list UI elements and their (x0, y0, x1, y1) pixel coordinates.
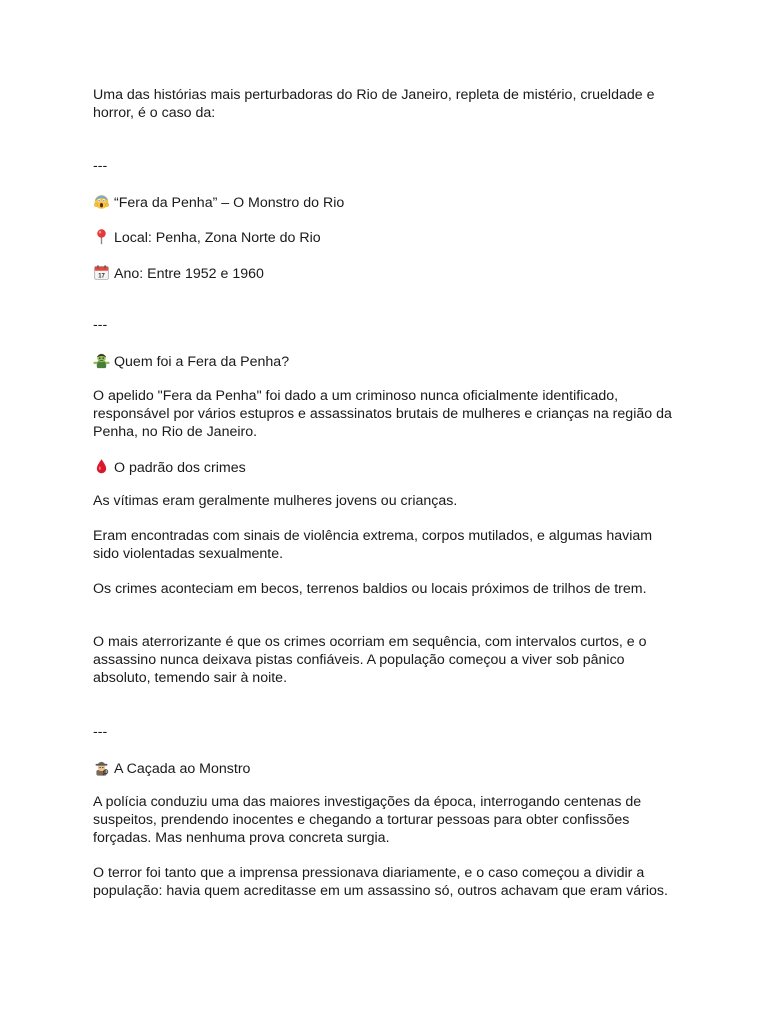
hunt-heading (93, 759, 678, 779)
separator: --- (93, 724, 108, 740)
pattern-paragraph-4: O mais aterrorizante é que os crimes ocorriam em sequência, com intervalos curtos, e o assassino nunca deixava pistas confiáveis. A população começou a viver sob pânico absoluto, temendo sair à noite. (93, 634, 647, 686)
separator: --- (93, 317, 108, 333)
case-title-text: “Fera da Penha” – O Monstro do Rio (114, 195, 345, 211)
svg-text:17: 17 (98, 273, 105, 280)
pattern-heading (93, 458, 678, 478)
drop-of-blood-icon (93, 458, 110, 475)
year-text: Ano: Entre 1952 e 1960 (114, 266, 264, 282)
intro-paragraph: Uma das histórias mais perturbadoras do Rio de Janeiro, repleta de mistério, crueldade e horror, é o caso da: (93, 87, 655, 121)
screaming-face-icon (93, 193, 110, 210)
calendar-icon (93, 264, 110, 281)
detective-icon (93, 759, 110, 776)
pattern-paragraph-3: Os crimes aconteciam em becos, terrenos baldios ou locais próximos de trilhos de trem. (93, 581, 647, 597)
location-text: Local: Penha, Zona Norte do Rio (114, 230, 321, 246)
who-paragraph: O apelido "Fera da Penha" foi dado a um criminoso nunca oficialmente identificado, responsável por vários estupros e assassinatos brutais de mulheres e crianças na região da Penha, no Rio de Janeiro. (93, 388, 672, 440)
hunt-paragraph-1: A polícia conduziu uma das maiores investigações da época, interrogando centenas de suspeitos, prendendo inocentes e chegando a torturar pessoas para obter confissões forçadas. Mas nenhuma prova concreta surgia. (93, 794, 642, 846)
zombie-icon (93, 352, 110, 369)
hunt-heading-text: A Caçada ao Monstro (114, 761, 251, 777)
round-pushpin-icon (93, 228, 110, 245)
pattern-paragraph-2: Eram encontradas com sinais de violência extrema, corpos mutilados, e algumas haviam sido violentadas sexualmente. (93, 528, 653, 562)
case-title (93, 193, 678, 213)
pattern-paragraph-1: As vítimas eram geralmente mulheres jovens ou crianças. (93, 493, 458, 509)
pattern-heading-text: O padrão dos crimes (114, 460, 246, 476)
who-heading (93, 352, 678, 372)
who-heading-text: Quem foi a Fera da Penha? (114, 354, 290, 370)
location-line (93, 228, 678, 248)
year-line (93, 264, 678, 284)
hunt-paragraph-2: O terror foi tanto que a imprensa pressionava diariamente, e o caso começou a dividir a população: havia quem acreditasse em um assassino só, outros achavam que eram vários. (93, 865, 668, 899)
separator: --- (93, 158, 108, 174)
